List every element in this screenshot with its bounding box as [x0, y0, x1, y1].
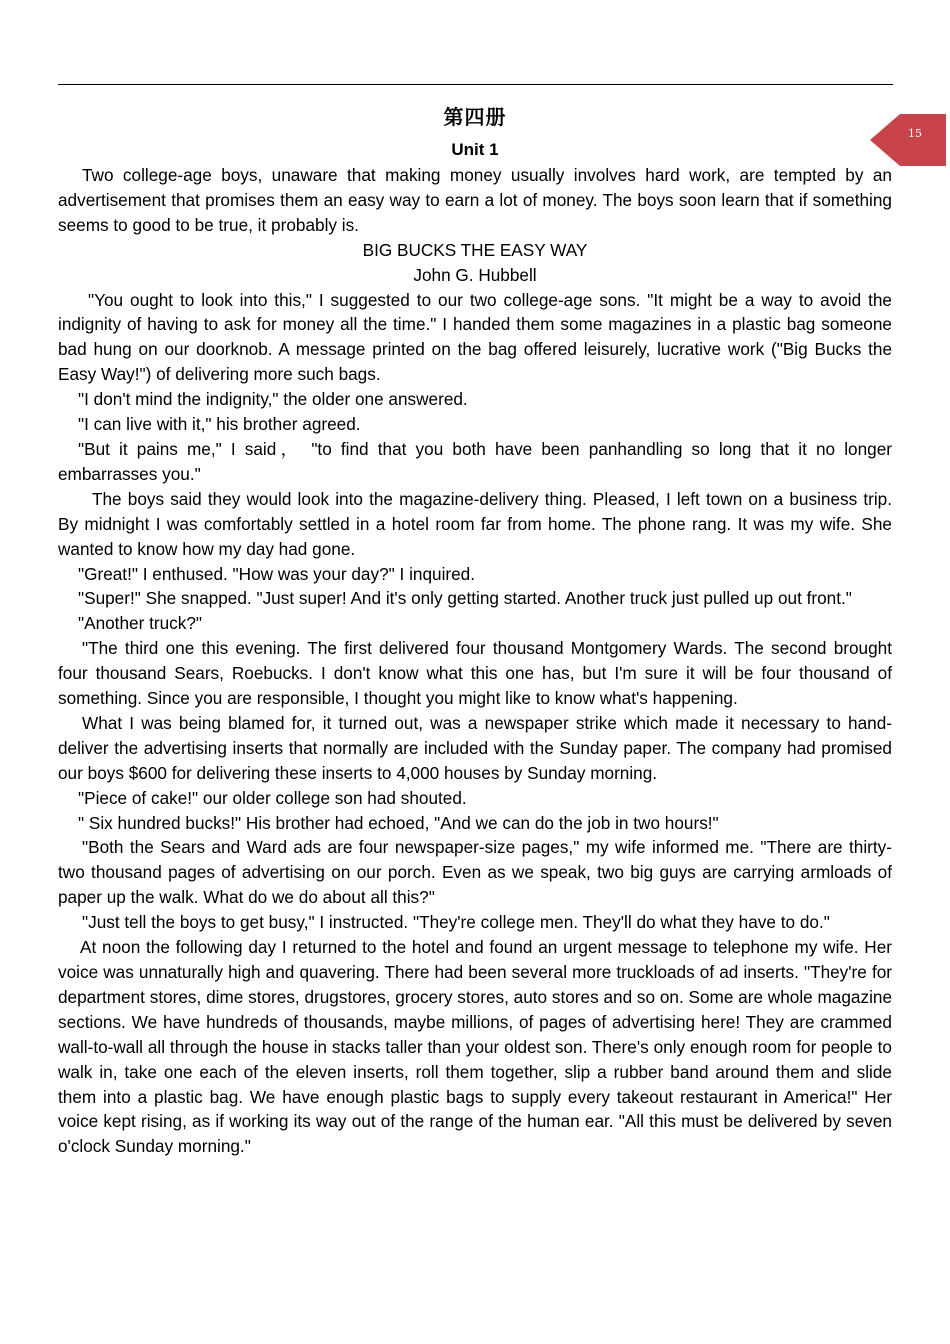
header-rule: [58, 84, 893, 85]
intro-paragraph: Two college-age boys, unaware that making money usually involves hard work, are tempted by an advertisement that promises them an easy way to earn a lot of money. The boys soon learn that if something seems to good to be true, it probably is.: [58, 165, 892, 235]
story-title: BIG BUCKS THE EASY WAY: [362, 239, 588, 260]
body-paragraph: "I can live with it," his brother agreed.: [78, 414, 361, 435]
body-paragraph: " Six hundred bucks!" His brother had echoed, "And we can do the job in two hours!": [78, 812, 719, 833]
body-paragraph: "But it pains me," I said， "to find that you both have been panhandling so long that it no longer embarrasses you.": [58, 438, 892, 484]
body-paragraph: "Great!" I enthused. "How was your day?" I inquired.: [78, 563, 475, 584]
page-number: 15: [908, 127, 922, 140]
body-paragraph: "The third one this evening. The first delivered four thousand Montgomery Wards. The second brought four thousand Sears, Roebucks. I don't know what this one has, but I'm sure it will be four thousand of something. Since you are responsible, I thought you might like to know what's happening.: [58, 638, 892, 709]
body-paragraph: "Just tell the boys to get busy," I instructed. "They're college men. They'll do what they have to do.": [82, 912, 830, 933]
body-paragraph: "Super!" She snapped. "Just super! And it's only getting started. Another truck just pulled up out front.": [78, 588, 852, 609]
book-title: 第四册: [443, 105, 507, 129]
article-body: [58, 163, 892, 1159]
body-paragraph: "Piece of cake!" our older college son had shouted.: [78, 787, 467, 808]
body-paragraph: At noon the following day I returned to the hotel and found an urgent message to telephone my wife. Her voice was unnaturally high and quavering. There had been several more truckloads of ad inserts. "They're for department stores, dime stores, drugstores, grocery stores, auto stores and so on. Some are whole magazine sections. We have hundreds of thousands, maybe millions, of pages of advertising here! They are crammed wall-to-wall all through the house in stacks taller than your oldest son. There's only enough room for people to walk in, take one each of the eleven inserts, roll them together, slip a rubber band around them and slide them into a plastic bag. We have enough plastic bags to supply every takeout restaurant in America!" Her voice kept rising, as if working its way out of the range of the human ear. "All this must be delivered by seven o'clock Sunday morning.": [58, 937, 893, 1157]
unit-title: Unit 1: [451, 140, 499, 159]
body-paragraph: "Both the Sears and Ward ads are four newspaper-size pages," my wife informed me. "There are thirty-two thousand pages of advertising on our porch. Even as we speak, two big guys are carrying armloads of paper up the walk. What do we do about all this?": [58, 837, 892, 908]
body-paragraph: "I don't mind the indignity," the older one answered.: [78, 389, 468, 410]
body-paragraph: The boys said they would look into the magazine-delivery thing. Pleased, I left town on a business trip. By midnight I was comfortably settled in a hotel room far from home. The phone rang. It was my wife. She wanted to know how my day had gone.: [58, 488, 892, 559]
author: John G. Hubbell: [413, 264, 537, 285]
body-paragraph: "Another truck?": [78, 613, 202, 634]
body-paragraph: "You ought to look into this," I suggested to our two college-age sons. "It might be a way to avoid the indignity of having to ask for money all the time." I handed them some magazines in a plastic bag someone bad hung on our doorknob. A message printed on the bag offered leisurely, lucrative work ("Big Bucks the Easy Way!") of delivering more such bags.: [58, 289, 892, 385]
body-paragraph: What I was being blamed for, it turned out, was a newspaper strike which made it necessary to hand-deliver the advertising inserts that normally are included with the Sunday paper. The company had promised our boys $600 for delivering these inserts to 4,000 houses by Sunday morning.: [58, 712, 892, 783]
